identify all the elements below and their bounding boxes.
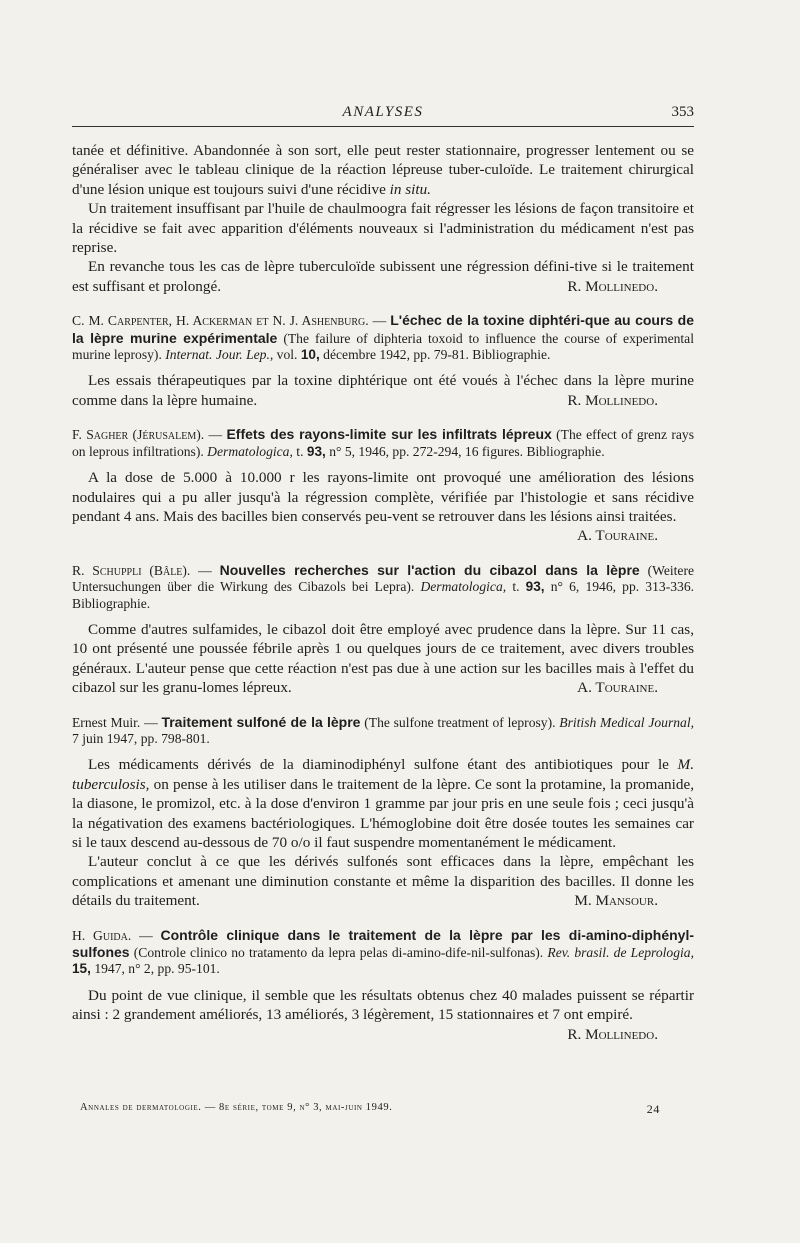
reference-entry: Ernest Muir. — Traitement sulfoné de la lèpre (The sulfone treatment of leprosy). British Medical Journal, 7 juin 1947, pp. 798-801. [72, 713, 695, 746]
signature: R. Mollinedo. [567, 277, 658, 295]
article-title: Contrôle clinique dans le traitement de la lèpre par les di-amino-diphényl-sulfones [72, 926, 694, 961]
reference-entry: F. Sagher (Jérusalem). — Effets des rayons-limite sur les infiltrats lépreux (The effect of grenz rays on leprous infiltrations). Dermatologica, t. 93, n° 5, 1946, pp. 272-294, 16 figures. Bibliographie. [72, 426, 694, 459]
signature: A. Touraine. [577, 527, 658, 545]
running-title: ANALYSES [342, 104, 424, 120]
abstract-paragraph: Comme d'autres sulfamides, le cibazol doit être employé avec prudence dans la lèpre. Sur 11 cas, 10 ont présenté une poussée fébrile après 1 ou quelques jours de ce traitement, avec divers troubles généraux. L'auteur pense que cette réaction n'est pas due à une action sur les bacilles mais à l'effet du cibazol sur les granu-lomes lépreux. A. Touraine. [72, 620, 694, 697]
article-title: Effets des rayons-limite sur les infiltrats lépreux [226, 426, 552, 443]
journal-footer-text: Annales de dermatologie. — 8e série, tome 9, n° 3, mai-juin 1949. [80, 1102, 393, 1113]
authors: H. Guida. [72, 927, 132, 943]
article-title: L'échec de la toxine diphtéri-que au cours de la lèpre murine expérimentale [72, 312, 694, 346]
abstract-paragraph: Les essais thérapeutiques par la toxine diphtérique ont été voués à l'échec dans la lèpre murine comme dans la lèpre humaine. R. Mollinedo. [72, 372, 694, 409]
signature: M. Mansour. [574, 892, 658, 910]
authors: C. M. Carpenter, H. Ackerman et N. J. Ashenburg. [72, 313, 369, 329]
intro-paragraph-2: Un traitement insuffisant par l'huile de chaulmoogra fait régresser les lésions de façon transitoire et la récidive se fait avec apparition d'éléments nouveaux si l'administration du médicament n'est pas reprise. [72, 200, 694, 257]
reference-entry: H. Guida. — Contrôle clinique dans le traitement de la lèpre par les di-amino-diphényl-sulfones (Controle clinico no tratamento da lepra pelas di-amino-dife-nil-sulfonas). Rev. brasil. de Leprologia, 15, 1947, n° 2, pp. 95-101. [72, 926, 694, 977]
signature: R. Mollinedo. [567, 1025, 658, 1043]
page-number: 353 [671, 104, 694, 120]
abstract-paragraph: A la dose de 5.000 à 10.000 r les rayons-limite ont provoqué une amélioration des lésions nodulaires qui a pu aller jusqu'à la régression complète, vérifiée par l'histologie et sans récidive pendant 4 ans. Mais des bacilles bien conservés peu-vent se retrouver dans les lésions ainsi traitées. A. Touraine. [72, 469, 694, 545]
abstract-paragraph: L'auteur conclut à ce que les dérivés sulfonés sont efficaces dans la lèpre, empêchant les complications et amenant une diminution constante et même la disparition des bacilles. Il donne les détails du traitement. M. Mansour. [72, 853, 694, 910]
signature: R. Mollinedo. [567, 391, 658, 409]
signature: A. Touraine. [577, 679, 658, 697]
sheet-signature: 24 [646, 1102, 660, 1116]
authors: R. Schuppli (Bâle). [72, 562, 191, 578]
intro-paragraph-3: En revanche tous les cas de lèpre tuberculoïde subissent une régression défini-tive si le traitement est suffisant et prolongé. R. Mollinedo. [72, 258, 694, 295]
running-head [72, 100, 694, 127]
article-title: Nouvelles recherches sur l'action du cibazol dans la lèpre [219, 561, 640, 578]
page-footer [80, 1102, 660, 1116]
abstract-paragraph: Du point de vue clinique, il semble que les résultats obtenus chez 40 malades puissent se répartir ainsi : 2 grandement améliorés, 13 améliorés, 3 légèrement, 15 stationnaires et 7 ont empiré. R. Mollinedo. [72, 986, 694, 1043]
authors: F. Sagher (Jérusalem). [72, 427, 205, 443]
page-body [72, 141, 694, 1044]
reference-entry: C. M. Carpenter, H. Ackerman et N. J. Ashenburg. — L'échec de la toxine diphtéri-que au cours de la lèpre murine expérimentale (The failure of diphteria toxoid to influence the course of experimental murine leprosy). Internat. Jour. Lep., vol. 10, décembre 1942, pp. 79-81. Bibliographie. [72, 312, 694, 363]
page [72, 100, 694, 1044]
article-title: Traitement sulfoné de la lèpre [161, 713, 361, 730]
intro-paragraph-1: tanée et définitive. Abandonnée à son sort, elle peut rester stationnaire, progresser lentement ou se généraliser avec le tableau clinique de la réaction lépreuse tuber-culoïde. Le traitement chirurgical d'une lésion unique est toujours suivi d'une récidive in situ. [72, 142, 694, 198]
authors: Ernest Muir. [72, 714, 141, 730]
abstract-paragraph: Les médicaments dérivés de la diaminodiphényl sulfone étant des antibiotiques pour le M. tuberculosis, on pense à les utiliser dans le traitement de la lèpre. Ce sont la protamine, la promanide, la diasone, le promizol, etc. à la dose d'environ 1 gramme par jour pris en une seule fois ; ceci jusqu'à la négativation des examens bactériologiques. L'hémoglobine doit être dosée toutes les semaines car si le taux descend au-dessous de 70 o/o il faut suspendre momentanément le médicament. [72, 756, 694, 851]
reference-entry: R. Schuppli (Bâle). — Nouvelles recherches sur l'action du cibazol dans la lèpre (Weitere Untersuchungen über die Wirkung des Cibazols bei Lepra). Dermatologica, t. 93, n° 6, 1946, pp. 313-336. Bibliographie. [72, 561, 695, 611]
